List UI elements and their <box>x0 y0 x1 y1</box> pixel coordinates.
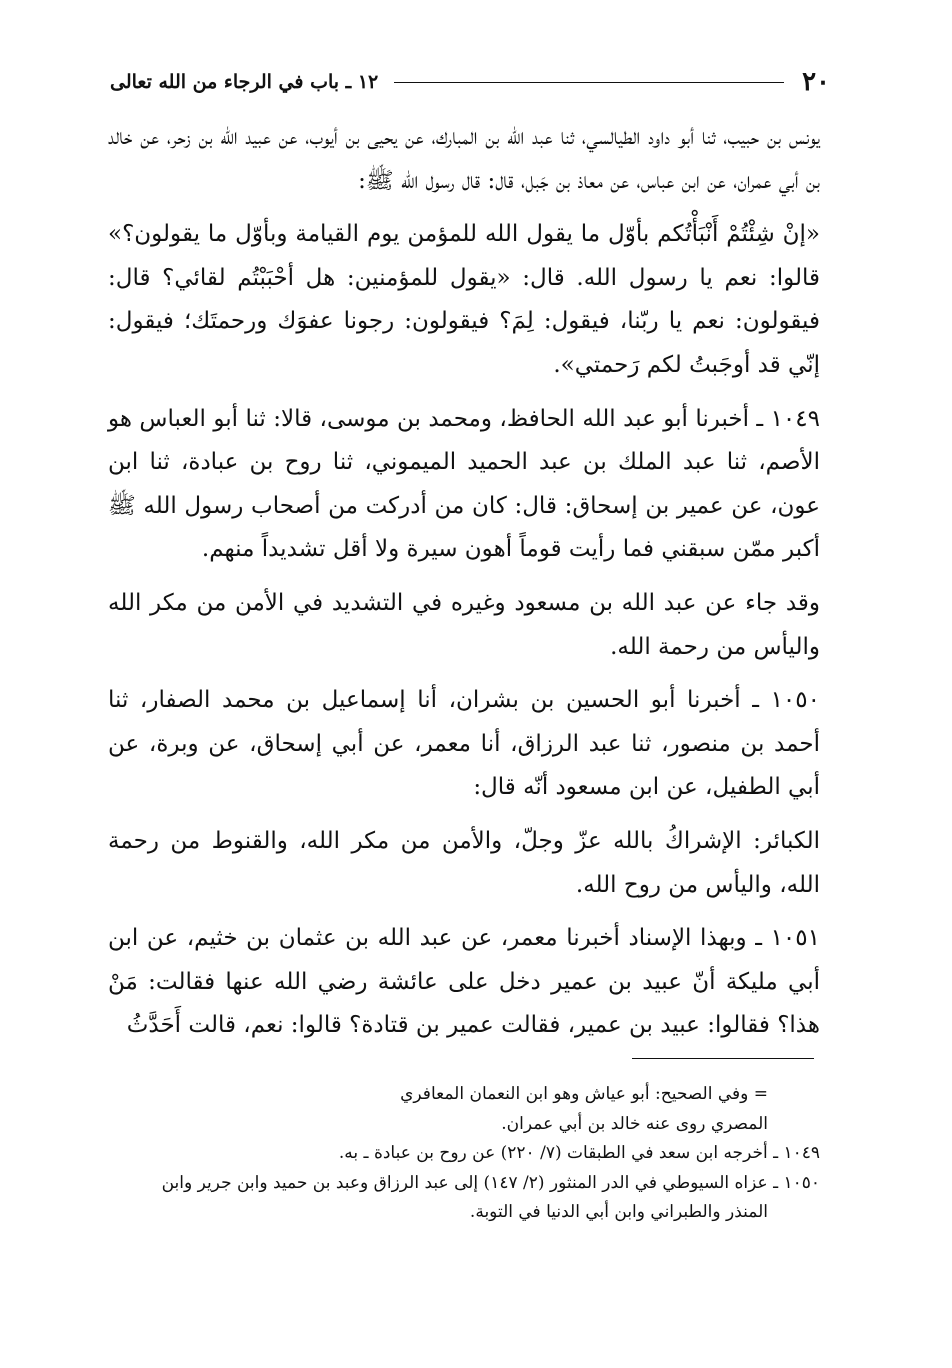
main-text <box>108 116 820 1058</box>
paragraph-isnad-continuation: يونس بن حبيب، ثنا أبو داود الطيالسي، ثنا عبد الله بن المبارك، عن يحيى بن أيوب، عن عبيد الله بن زحر، عن خالد بن أبي عمران، عن ابن عباس، عن معاذ بن جَبل، قال: قال رسول الله ﷺ: <box>108 124 820 194</box>
page-header <box>110 62 830 102</box>
paragraph-hadith-text: «إنْ شِئْتُمْ أَنْبَأْتُكم بأوّل ما يقول الله للمؤمن يوم القيامة وبأوّل ما يقولون؟» قالوا: نعم يا رسول الله. قال: «يقول للمؤمنين: هل أحْبَبْتُم لقائي؟ قال: فيقولون: نعم يا ربّنا، فيقول: لِمَ؟ فيقولون: رجونا عفوَك ورحمتَك؛ فيقول: إنّي قد أوجَبتُ لكم رَحمتي». <box>108 221 820 378</box>
paragraph-1049: ١٠٤٩ ـ أخبرنا أبو عبد الله الحافظ، ومحمد بن موسى، قالا: ثنا أبو العباس هو الأصم، ثنا عبد الملك بن عبد الحميد الميموني، ثنا روح بن عبادة، ثنا ابن عون، عن عمير بن إسحاق: قال: كان من أدركت من أصحاب رسول الله ﷺ أكبر ممّن سبقني فما رأيت قوماً أهون سيرة ولا أقل تشديداً منهم. <box>108 405 820 563</box>
header-rule <box>394 82 784 83</box>
paragraph-kabair: الكبائر: الإشراكُ بالله عزّ وجلّ، والأمن من مكر الله، والقنوط من رحمة الله، واليأس من روح الله. <box>108 827 820 898</box>
running-title: ١٢ ـ باب في الرجاء من الله تعالى <box>110 71 379 93</box>
paragraph-ibn-masud-note: وقد جاء عن عبد الله بن مسعود وغيره في التشديد في الأمن من مكر الله واليأس من رحمة الله. <box>108 589 820 660</box>
footnote-line: المصري روى عنه خالد بن أبي عمران. <box>501 1113 768 1134</box>
paragraph-1050: ١٠٥٠ ـ أخبرنا أبو الحسين بن بشران، أنا إسماعيل بن محمد الصفار، ثنا أحمد بن منصور، ثنا عبد الرزاق، أنا معمر، عن أبي إسحاق، عن وبرة، عن أبي الطفيل، عن ابن مسعود أنّه قال: <box>108 687 820 801</box>
footnote-line: = وفي الصحيح: أبو عياش وهو ابن النعمان المعافري <box>400 1084 768 1104</box>
paragraph-1051: ١٠٥١ ـ وبهذا الإسناد أخبرنا معمر، عن عبد الله بن عثمان بن خثيم، عن ابن أبي مليكة أنّ عبيد بن عمير دخل على عائشة رضي الله عنها فقالت: مَنْ هذا؟ فقالوا: عبيد بن عمير، فقالت عمير بن قتادة؟ قالوا: نعم، قالت أَحَدَّثُ <box>108 925 820 1039</box>
footnote-1050: ١٠٥٠ ـ عزاه السيوطي في الدر المنثور (٢/ ١٤٧) إلى عبد الرزاق وعبد بن حميد وابن جرير وابن <box>161 1172 820 1193</box>
page-number: ٢٠ <box>802 67 830 97</box>
footnotes <box>108 1080 820 1228</box>
footnote-separator <box>632 1058 814 1059</box>
footnote-line: المنذر والطبراني وابن أبي الدنيا في التوبة. <box>469 1202 768 1222</box>
footnote-1049: ١٠٤٩ ـ أخرجه ابن سعد في الطبقات (٧/ ٢٢٠) عن روح بن عبادة ـ به. <box>338 1143 820 1163</box>
